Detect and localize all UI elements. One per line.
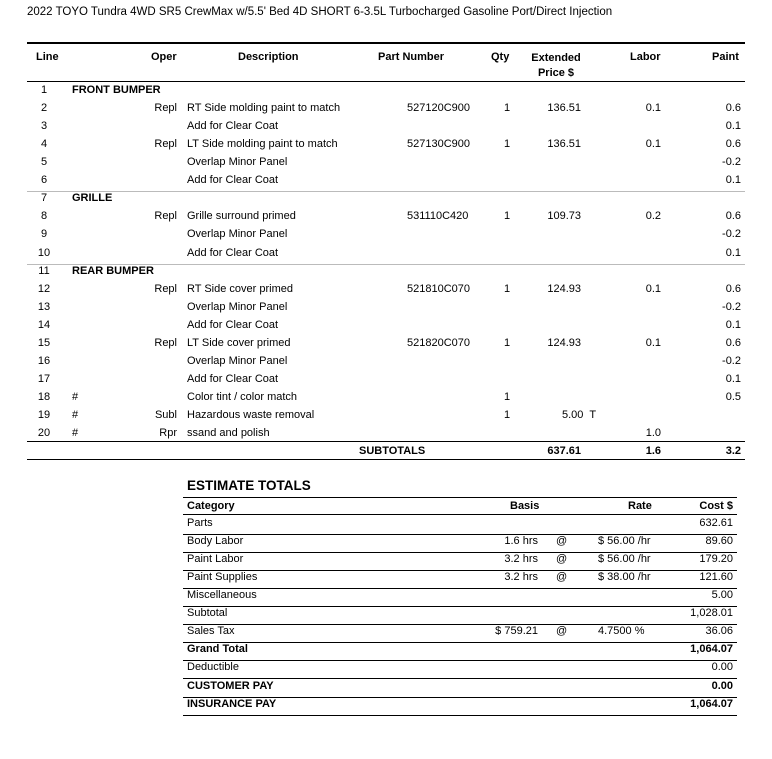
paint-hours: -0.2 <box>722 156 741 169</box>
line-number: 15 <box>37 336 51 349</box>
labor-hours: 1.0 <box>645 426 661 439</box>
line-description: Add for Clear Coat <box>187 318 279 331</box>
totals-cost: 5.00 <box>711 589 733 602</box>
paint-hours: 0.1 <box>725 120 741 133</box>
line-number: 17 <box>37 372 51 385</box>
subtotal-labor: 1.6 <box>645 445 661 457</box>
col-header-part-number: Part Number <box>378 51 445 63</box>
line-number: 7 <box>40 192 48 205</box>
oper-code: Subl <box>154 408 177 421</box>
oper-code: Repl <box>154 102 177 114</box>
labor-hours: 0.1 <box>645 336 661 349</box>
part-number: 527130C900 <box>407 138 471 151</box>
totals-cost: 0.00 <box>711 679 733 692</box>
totals-category: Paint Labor <box>187 553 244 566</box>
part-number: 521810C070 <box>407 282 471 295</box>
col-header-line: Line <box>36 51 59 63</box>
paint-hours: -0.2 <box>722 354 741 367</box>
line-description: Overlap Minor Panel <box>187 228 288 241</box>
paint-hours: 0.1 <box>725 372 741 385</box>
paint-hours: 0.6 <box>725 336 741 349</box>
totals-category: Miscellaneous <box>187 589 257 602</box>
subtotal-paint: 3.2 <box>725 445 741 457</box>
line-number: 19 <box>37 408 51 421</box>
totals-cost: 121.60 <box>699 571 733 584</box>
totals-rate: $ 38.00 /hr <box>598 571 651 584</box>
paint-hours: 0.6 <box>725 282 741 295</box>
totals-category: Grand Total <box>187 643 248 656</box>
line-qty: 1 <box>503 138 511 151</box>
table-top-rule <box>27 42 745 44</box>
totals-category: CUSTOMER PAY <box>187 679 274 692</box>
totals-header-rule <box>183 514 737 515</box>
line-number: 2 <box>40 102 48 114</box>
line-description: Hazardous waste removal <box>187 408 315 421</box>
totals-basis: 3.2 hrs <box>504 553 538 566</box>
paint-hours: 0.1 <box>725 246 741 259</box>
paint-hours: 0.6 <box>725 138 741 151</box>
line-qty: 1 <box>503 336 511 349</box>
totals-at: @ <box>556 535 568 547</box>
estimate-totals-title: ESTIMATE TOTALS <box>187 478 311 493</box>
section-label: GRILLE <box>72 192 113 205</box>
oper-code: Repl <box>154 282 177 295</box>
labor-hours: 0.1 <box>645 138 661 151</box>
line-number: 3 <box>40 120 48 133</box>
totals-at: @ <box>556 625 568 638</box>
totals-basis: 1.6 hrs <box>504 535 538 547</box>
paint-hours: 0.5 <box>725 390 741 403</box>
line-number: 14 <box>37 318 51 331</box>
line-number: 11 <box>38 264 50 277</box>
totals-row-rule <box>183 660 737 661</box>
totals-header-rate: Rate <box>628 500 652 512</box>
line-description: Overlap Minor Panel <box>187 300 288 313</box>
col-header-labor: Labor <box>630 51 661 63</box>
paint-hours: 0.1 <box>725 318 741 331</box>
col-header-oper: Oper <box>151 51 177 63</box>
line-description: Add for Clear Coat <box>187 246 279 259</box>
line-number: 12 <box>37 282 51 295</box>
extended-price: 109.73 <box>547 210 581 223</box>
line-number: 18 <box>37 390 51 403</box>
col-header-description: Description <box>238 51 299 63</box>
totals-rate: $ 56.00 /hr <box>598 535 651 547</box>
line-number: 4 <box>40 138 48 151</box>
subtotals-top-rule <box>27 441 745 442</box>
extended-price: 124.93 <box>547 282 581 295</box>
extended-price: 124.93 <box>547 336 581 349</box>
line-qty: 1 <box>503 390 511 403</box>
totals-category: Body Labor <box>187 535 244 547</box>
vehicle-title: 2022 TOYO Tundra 4WD SR5 CrewMax w/5.5' Bed 4D SHORT 6-3.5L Turbocharged Gasoline Port/Direct Injection <box>27 6 613 18</box>
extended-price: 5.00 T <box>562 408 597 421</box>
line-number: 10 <box>37 246 51 259</box>
totals-cost: 36.06 <box>705 625 733 638</box>
labor-hours: 0.2 <box>645 210 661 223</box>
part-number: 531110C420 <box>407 210 469 223</box>
line-qty: 1 <box>503 408 511 421</box>
oper-code: Rpr <box>159 426 177 439</box>
totals-cost: 1,064.07 <box>690 643 733 656</box>
totals-at: @ <box>556 553 568 566</box>
line-number: 20 <box>37 426 51 439</box>
totals-cost: 1,028.01 <box>690 607 733 620</box>
totals-category: Sales Tax <box>187 625 235 638</box>
line-description: Overlap Minor Panel <box>187 156 288 169</box>
line-description: Color tint / color match <box>187 390 298 403</box>
totals-row-rule <box>183 624 737 625</box>
section-label: FRONT BUMPER <box>72 84 161 96</box>
totals-category: Subtotal <box>187 607 228 620</box>
line-description: Add for Clear Coat <box>187 372 279 385</box>
col-header-qty: Qty <box>491 51 510 63</box>
totals-cost: 1,064.07 <box>690 697 733 710</box>
totals-cost: 632.61 <box>699 517 733 529</box>
extended-price: 136.51 <box>547 138 581 151</box>
totals-row-rule <box>183 642 737 643</box>
totals-cost: 0.00 <box>711 661 733 674</box>
totals-category: Parts <box>187 517 213 529</box>
section-divider <box>27 191 745 192</box>
line-description: Grille surround primed <box>187 210 296 223</box>
subtotals-bottom-rule <box>27 459 745 460</box>
line-description: LT Side molding paint to match <box>187 138 338 151</box>
line-qty: 1 <box>503 102 511 114</box>
totals-header-basis: Basis <box>510 500 540 512</box>
line-number: 8 <box>40 210 48 223</box>
totals-row-rule <box>183 588 737 589</box>
line-number: 1 <box>40 84 48 96</box>
line-number: 9 <box>40 228 48 241</box>
line-qty: 1 <box>503 282 511 295</box>
totals-row-rule <box>183 534 737 535</box>
line-number: 5 <box>40 156 48 169</box>
part-number: 527120C900 <box>407 102 471 114</box>
totals-basis: $ 759.21 <box>495 625 538 638</box>
totals-rate: 4.7500 % <box>598 625 645 638</box>
line-description: Add for Clear Coat <box>187 174 279 187</box>
line-description: ssand and polish <box>187 426 270 439</box>
line-description: Add for Clear Coat <box>187 120 279 133</box>
line-flag: # <box>72 390 79 403</box>
part-number: 521820C070 <box>407 336 471 349</box>
oper-code: Repl <box>154 210 177 223</box>
line-qty: 1 <box>503 210 511 223</box>
totals-category: Paint Supplies <box>187 571 258 584</box>
totals-cost: 89.60 <box>705 535 733 547</box>
totals-basis: 3.2 hrs <box>504 571 538 584</box>
col-header-paint: Paint <box>712 51 739 63</box>
paint-hours: 0.6 <box>725 210 741 223</box>
line-number: 13 <box>37 300 51 313</box>
header-bottom-rule <box>27 81 745 82</box>
section-label: REAR BUMPER <box>72 264 154 277</box>
totals-row-rule <box>183 570 737 571</box>
labor-hours: 0.1 <box>645 102 661 114</box>
totals-row-rule <box>183 606 737 607</box>
totals-title-rule <box>183 497 737 498</box>
paint-hours: 0.6 <box>725 102 741 114</box>
oper-code: Repl <box>154 336 177 349</box>
line-description: RT Side molding paint to match <box>187 102 341 114</box>
line-description: LT Side cover primed <box>187 336 291 349</box>
totals-bottom-rule <box>183 715 737 716</box>
paint-hours: -0.2 <box>722 300 741 313</box>
line-description: Overlap Minor Panel <box>187 354 288 367</box>
totals-row-rule <box>183 552 737 553</box>
subtotal-price: 637.61 <box>547 445 581 457</box>
paint-hours: -0.2 <box>722 228 741 241</box>
line-number: 16 <box>37 354 51 367</box>
subtotals-label: SUBTOTALS <box>359 445 426 457</box>
col-header-extended-price: Extended Price $ <box>531 52 581 79</box>
totals-header-category: Category <box>187 500 235 512</box>
line-description: RT Side cover primed <box>187 282 293 295</box>
line-flag: # <box>72 426 79 439</box>
labor-hours: 0.1 <box>645 282 661 295</box>
totals-at: @ <box>556 571 568 584</box>
oper-code: Repl <box>154 138 177 151</box>
totals-category: Deductible <box>187 661 239 674</box>
extended-price: 136.51 <box>547 102 581 114</box>
paint-hours: 0.1 <box>725 174 741 187</box>
totals-rate: $ 56.00 /hr <box>598 553 651 566</box>
totals-category: INSURANCE PAY <box>187 697 277 710</box>
line-flag: # <box>72 408 79 421</box>
line-number: 6 <box>40 174 48 187</box>
totals-cost: 179.20 <box>699 553 733 566</box>
totals-header-cost: Cost $ <box>699 500 733 512</box>
